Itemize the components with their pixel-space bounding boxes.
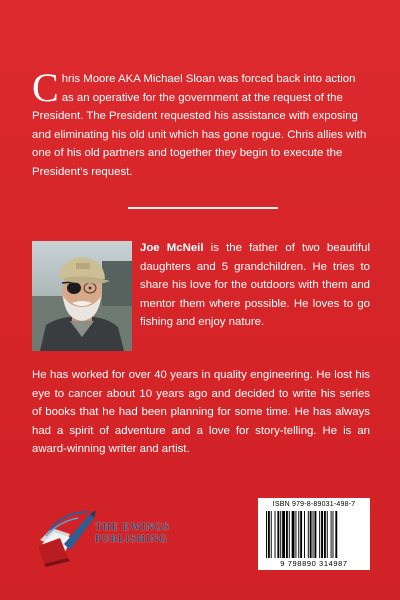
- isbn-label: ISBN 979-8-89031-498-7: [272, 501, 356, 508]
- barcode-bar: [319, 511, 320, 558]
- author-portrait-image: [32, 241, 132, 351]
- author-background: He has worked for over 40 years in quality engineering. He lost his eye to cancer about 10 years ago and decided to write his series of books that he had been planning for some time. He has always had a spirit of adventure and a love for story-telling. He is an award-winning writer and artist.: [32, 369, 370, 456]
- barcode-bar: [277, 511, 279, 558]
- section-divider: [128, 207, 278, 209]
- barcode-bar: [295, 511, 296, 558]
- author-photo: [32, 241, 132, 351]
- barcode-bar: [308, 511, 309, 558]
- barcode-bar: [310, 511, 312, 558]
- barcode-bar: [268, 511, 270, 558]
- barcode-bar: [286, 511, 288, 558]
- isbn-barcode: [258, 498, 370, 570]
- publisher-line-2: PUBLISHING: [95, 534, 168, 545]
- barcode-bar: [266, 511, 267, 558]
- barcode-bar: [333, 511, 334, 558]
- publisher-name: [95, 522, 170, 546]
- barcode-bar: [292, 511, 295, 558]
- author-bio: [140, 239, 370, 332]
- drop-cap: C: [32, 65, 59, 110]
- book-pen-icon: [30, 500, 100, 570]
- barcode-bar: [282, 511, 285, 558]
- barcode-bar: [289, 511, 290, 558]
- barcode-bar: [327, 511, 328, 558]
- blurb-text: hris Moore AKA Michael Sloan was forced back into action as an operative for the government at the request of the President. The President requested his assistance with exposing and eliminating his old unit which has gone rogue. Chris allies with one of his old partners and together they begin to execute the President’s request.: [32, 73, 367, 178]
- author-bio-text: is the father of two beautiful daughters and 5 grandchildren. He tries to share his love for the outdoors with them and mentor them where possible. He loves to go fishing and enjoy nature.: [140, 242, 370, 329]
- barcode-bar: [313, 511, 314, 558]
- barcode-bar: [331, 511, 332, 558]
- barcode-bar: [280, 511, 281, 558]
- barcode-bar: [324, 511, 326, 558]
- barcode-bar: [300, 511, 302, 558]
- barcode-bar: [314, 511, 316, 558]
- barcode-bar: [275, 511, 276, 558]
- barcode-bar: [304, 511, 305, 558]
- book-blurb: [32, 65, 370, 182]
- barcode-bar: [321, 511, 323, 558]
- barcode-bar: [271, 511, 272, 558]
- publisher-line-1: THE EWINGS: [95, 522, 170, 533]
- publisher-logo: [30, 500, 180, 570]
- author-name: Joe McNeil: [140, 242, 204, 254]
- barcode-bar: [335, 511, 337, 558]
- barcode-digits: 9 798890 314987: [280, 559, 348, 568]
- barcode-bar: [298, 511, 299, 558]
- barcode-bars: [264, 511, 364, 558]
